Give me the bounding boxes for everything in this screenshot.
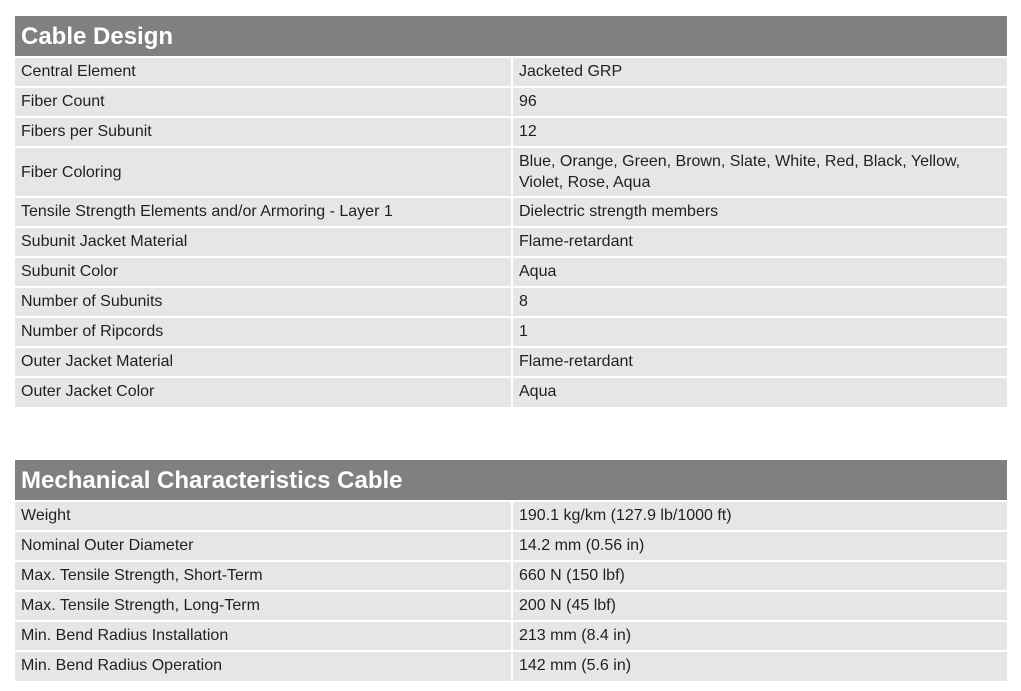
row-label: Max. Tensile Strength, Long-Term <box>15 591 512 621</box>
row-label: Nominal Outer Diameter <box>15 531 512 561</box>
row-value: Jacketed GRP <box>512 57 1007 87</box>
table-row <box>15 227 1007 257</box>
row-label: Fiber Coloring <box>15 147 512 197</box>
mechanical-characteristics-table <box>15 500 1007 681</box>
section-title: Cable Design <box>15 16 1007 56</box>
row-value: Flame-retardant <box>512 227 1007 257</box>
row-label: Fiber Count <box>15 87 512 117</box>
section-title: Mechanical Characteristics Cable <box>15 460 1007 500</box>
row-value: 213 mm (8.4 in) <box>512 621 1007 651</box>
row-value: Aqua <box>512 377 1007 407</box>
row-value: 96 <box>512 87 1007 117</box>
table-row <box>15 377 1007 407</box>
table-row <box>15 651 1007 681</box>
row-value: 200 N (45 lbf) <box>512 591 1007 621</box>
row-value: Aqua <box>512 257 1007 287</box>
row-label: Outer Jacket Color <box>15 377 512 407</box>
row-label: Central Element <box>15 57 512 87</box>
table-row <box>15 147 1007 197</box>
table-row <box>15 561 1007 591</box>
row-value: Flame-retardant <box>512 347 1007 377</box>
row-value: 12 <box>512 117 1007 147</box>
table-row <box>15 621 1007 651</box>
row-label: Number of Subunits <box>15 287 512 317</box>
table-row <box>15 287 1007 317</box>
table-row <box>15 317 1007 347</box>
row-label: Subunit Color <box>15 257 512 287</box>
row-value: 660 N (150 lbf) <box>512 561 1007 591</box>
row-label: Tensile Strength Elements and/or Armoring - Layer 1 <box>15 197 512 227</box>
row-label: Fibers per Subunit <box>15 117 512 147</box>
mechanical-characteristics-section <box>15 460 1007 681</box>
row-value: 8 <box>512 287 1007 317</box>
row-label: Min. Bend Radius Operation <box>15 651 512 681</box>
table-row <box>15 591 1007 621</box>
row-value: 14.2 mm (0.56 in) <box>512 531 1007 561</box>
table-row <box>15 531 1007 561</box>
table-row <box>15 87 1007 117</box>
table-row <box>15 117 1007 147</box>
table-row <box>15 197 1007 227</box>
table-row <box>15 501 1007 531</box>
table-row <box>15 57 1007 87</box>
row-value: 142 mm (5.6 in) <box>512 651 1007 681</box>
cable-design-table <box>15 56 1007 407</box>
row-value: 190.1 kg/km (127.9 lb/1000 ft) <box>512 501 1007 531</box>
row-value: Blue, Orange, Green, Brown, Slate, White, Red, Black, Yellow, Violet, Rose, Aqua <box>512 147 1007 197</box>
table-row <box>15 347 1007 377</box>
row-value: Dielectric strength members <box>512 197 1007 227</box>
row-label: Max. Tensile Strength, Short-Term <box>15 561 512 591</box>
row-label: Subunit Jacket Material <box>15 227 512 257</box>
row-label: Min. Bend Radius Installation <box>15 621 512 651</box>
table-row <box>15 257 1007 287</box>
row-label: Outer Jacket Material <box>15 347 512 377</box>
row-value: 1 <box>512 317 1007 347</box>
row-label: Weight <box>15 501 512 531</box>
row-label: Number of Ripcords <box>15 317 512 347</box>
cable-design-section <box>15 16 1007 407</box>
